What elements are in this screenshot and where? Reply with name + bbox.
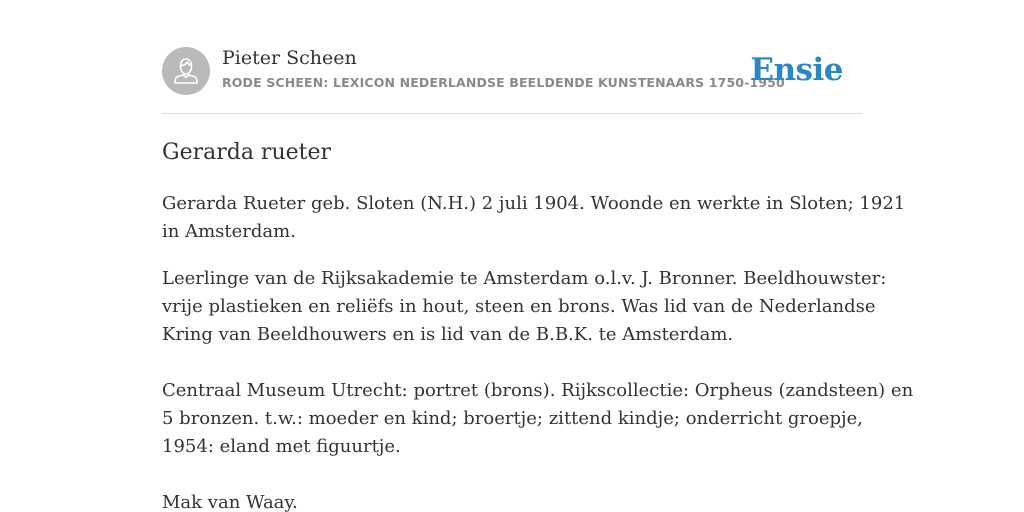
article-paragraph — [162, 265, 887, 349]
paragraph-line: in Amsterdam. — [162, 221, 296, 242]
ensie-logo[interactable]: Ensie — [750, 52, 843, 88]
header-divider — [162, 113, 862, 114]
article-paragraph — [162, 489, 862, 512]
article-header — [162, 46, 862, 96]
author-avatar[interactable] — [162, 47, 210, 95]
paragraph-line: 1954: eland met figuurtje. — [162, 436, 401, 457]
source-title[interactable]: RODE SCHEEN: LEXICON NEDERLANDSE BEELDENDE KUNSTENAARS 1750-1950 — [222, 75, 785, 90]
paragraph-line: Leerlinge van de Rijksakademie te Amsterdam o.l.v. J. Bronner. Beeldhouwster: — [162, 268, 887, 289]
paragraph-line: vrije plastieken en reliëfs in hout, steen en brons. Was lid van de Nederlandse — [162, 296, 876, 317]
article-title: Gerarda rueter — [162, 140, 332, 165]
paragraph-line: Gerarda Rueter geb. Sloten (N.H.) 2 juli 1904. Woonde en werkte in Sloten; 1921 — [162, 193, 906, 214]
user-icon — [162, 47, 210, 95]
paragraph-line: Mak van Waay. — [162, 492, 298, 512]
author-name[interactable]: Pieter Scheen — [222, 47, 357, 69]
article-paragraph — [162, 377, 914, 461]
paragraph-line: 5 bronzen. t.w.: moeder en kind; broertje; zittend kindje; onderricht groepje, — [162, 408, 863, 429]
paragraph-line: Centraal Museum Utrecht: portret (brons). Rijkscollectie: Orpheus (zandsteen) en — [162, 380, 914, 401]
paragraph-line: Kring van Beeldhouwers en is lid van de B.B.K. te Amsterdam. — [162, 324, 734, 345]
article-paragraph — [162, 190, 906, 246]
